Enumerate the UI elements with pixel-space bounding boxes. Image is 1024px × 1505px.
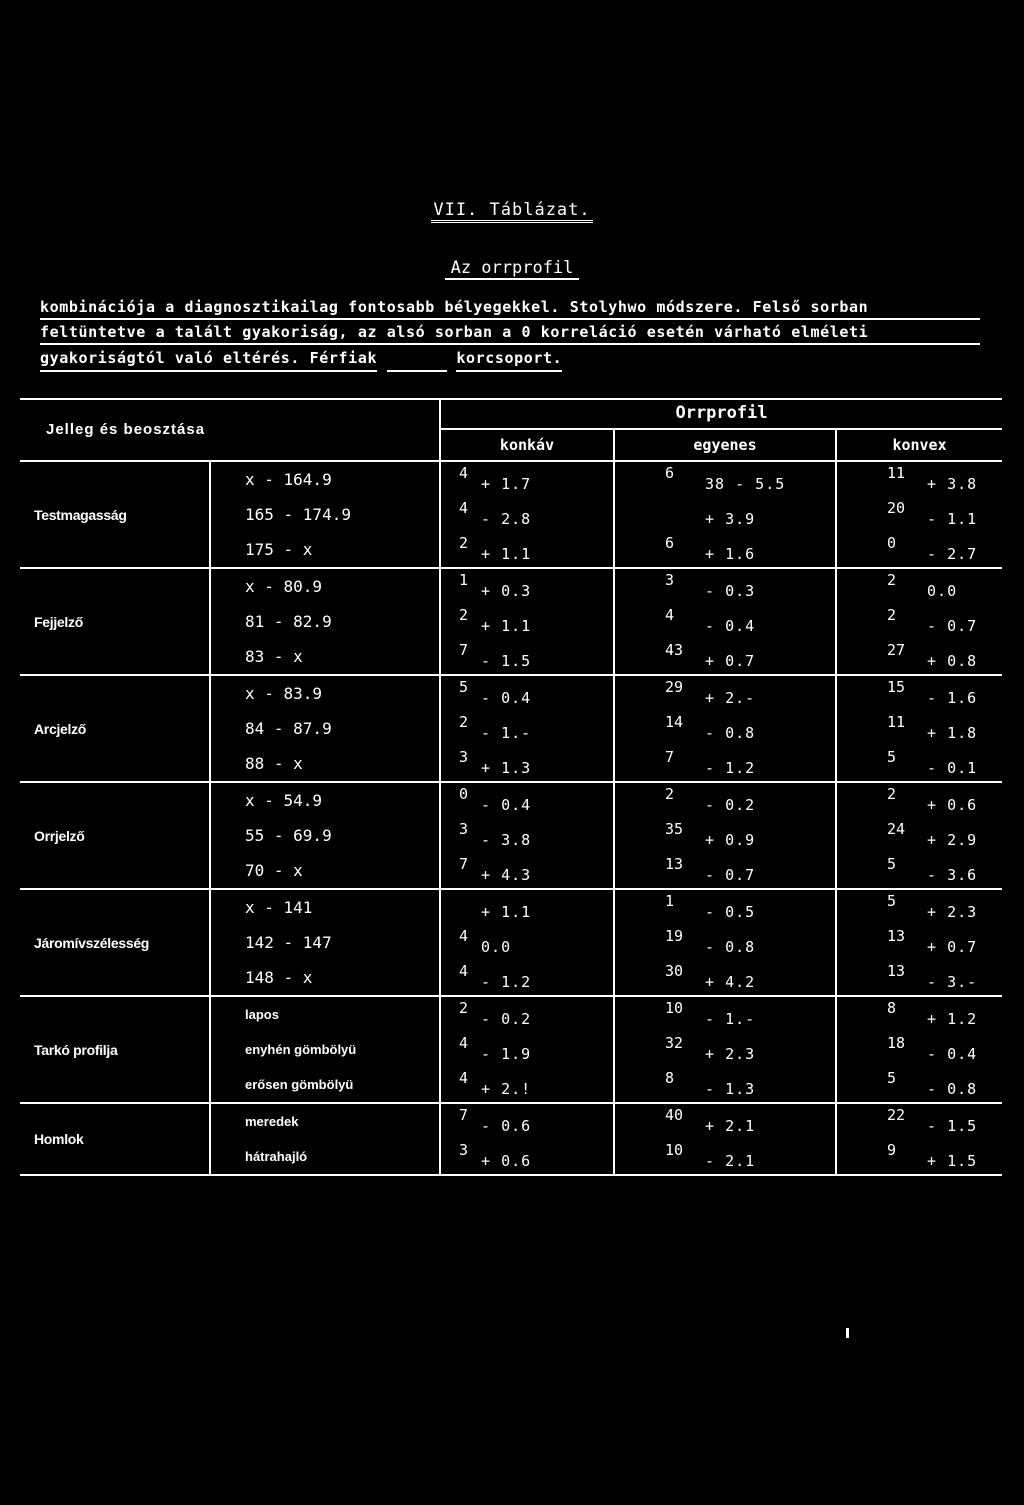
deviation-value: - 1.5 [927, 1117, 978, 1135]
deviation-value: - 0.8 [927, 1080, 978, 1098]
value-cell [836, 1067, 1002, 1103]
value-cell [614, 746, 836, 782]
frequency-value: 5 [887, 1069, 897, 1087]
value-cell [614, 532, 836, 568]
deviation-value: + 4.3 [481, 866, 532, 884]
deviation-value: + 1.1 [481, 903, 532, 921]
frequency-value: 4 [665, 606, 675, 624]
caption-line-3a: gyakoriságtól való eltérés. Férfiak [40, 347, 377, 372]
header-konvex: konvex [836, 429, 1002, 461]
deviation-value: + 0.7 [927, 938, 978, 956]
deviation-value: - 1.9 [481, 1045, 532, 1063]
value-cell [440, 568, 614, 604]
table-row [20, 1103, 1002, 1139]
row-label: 84 - 87.9 [210, 711, 440, 746]
frequency-value: 3 [459, 748, 469, 766]
group-label: Tarkó profilja [20, 996, 210, 1103]
value-cell [440, 889, 614, 925]
value-cell [440, 818, 614, 853]
value-cell [836, 497, 1002, 532]
deviation-value: - 0.4 [481, 689, 532, 707]
deviation-value: - 0.8 [705, 724, 756, 742]
group-label: Arcjelző [20, 675, 210, 782]
header-jelleg: Jelleg és beosztása [20, 398, 440, 461]
frequency-value: 2 [887, 571, 897, 589]
group-label: Járomívszélesség [20, 889, 210, 996]
value-cell [836, 1032, 1002, 1067]
value-cell [440, 1139, 614, 1175]
value-cell [614, 1103, 836, 1139]
frequency-value: 0 [459, 785, 469, 803]
value-cell [440, 461, 614, 497]
group-label: Fejjelző [20, 568, 210, 675]
value-cell [614, 1067, 836, 1103]
value-cell [836, 675, 1002, 711]
value-cell [614, 497, 836, 532]
row-label: erősen gömbölyü [210, 1067, 440, 1103]
header-egyenes: egyenes [614, 429, 836, 461]
deviation-value: + 2.1 [705, 1117, 756, 1135]
value-cell [836, 782, 1002, 818]
table-row [20, 996, 1002, 1032]
row-label: x - 141 [210, 889, 440, 925]
frequency-value: 13 [887, 962, 906, 980]
table-row [20, 889, 1002, 925]
deviation-value: - 2.7 [927, 545, 978, 563]
frequency-value: 13 [665, 855, 684, 873]
value-cell [836, 818, 1002, 853]
frequency-value: 5 [887, 855, 897, 873]
value-cell [614, 639, 836, 675]
row-label: x - 54.9 [210, 782, 440, 818]
frequency-value: 29 [665, 678, 684, 696]
value-cell [440, 1032, 614, 1067]
deviation-value: + 0.9 [705, 831, 756, 849]
deviation-value: - 1.3 [705, 1080, 756, 1098]
frequency-value: 4 [459, 962, 469, 980]
deviation-value: + 0.6 [481, 1152, 532, 1170]
value-cell [836, 532, 1002, 568]
row-label: x - 83.9 [210, 675, 440, 711]
deviation-value: - 0.7 [705, 866, 756, 884]
frequency-value: 7 [459, 641, 469, 659]
frequency-value: 7 [459, 1106, 469, 1124]
value-cell [440, 746, 614, 782]
value-cell [614, 461, 836, 497]
deviation-value: + 1.7 [481, 475, 532, 493]
frequency-value: 2 [459, 606, 469, 624]
deviation-value: - 3.8 [481, 831, 532, 849]
group-label: Orrjelző [20, 782, 210, 889]
frequency-value: 8 [665, 1069, 675, 1087]
value-cell [614, 782, 836, 818]
deviation-value: - 2.8 [481, 510, 532, 528]
row-label: meredek [210, 1103, 440, 1139]
value-cell [440, 1103, 614, 1139]
value-cell [836, 960, 1002, 996]
frequency-value: 9 [887, 1141, 897, 1159]
deviation-value: - 1.- [481, 724, 532, 742]
frequency-value: 18 [887, 1034, 906, 1052]
deviation-value: + 1.3 [481, 759, 532, 777]
frequency-value: 7 [459, 855, 469, 873]
value-cell [440, 532, 614, 568]
deviation-value: - 0.2 [481, 1010, 532, 1028]
value-cell [440, 675, 614, 711]
frequency-value: 3 [459, 820, 469, 838]
deviation-value: - 3.6 [927, 866, 978, 884]
header-orrprofil: Orrprofil [440, 398, 1002, 429]
frequency-value: 24 [887, 820, 906, 838]
value-cell [614, 996, 836, 1032]
deviation-value: + 3.9 [705, 510, 756, 528]
value-cell [614, 711, 836, 746]
value-cell [440, 960, 614, 996]
deviation-value: 0.0 [481, 938, 512, 956]
group-label: Homlok [20, 1103, 210, 1175]
deviation-value: + 2.3 [705, 1045, 756, 1063]
data-table [20, 398, 1002, 1176]
deviation-value: - 1.2 [705, 759, 756, 777]
frequency-value: 6 [665, 534, 675, 552]
frequency-value: 2 [459, 534, 469, 552]
frequency-value: 22 [887, 1106, 906, 1124]
frequency-value: 27 [887, 641, 906, 659]
deviation-value: - 0.1 [927, 759, 978, 777]
value-cell [836, 639, 1002, 675]
frequency-value: 10 [665, 999, 684, 1017]
value-cell [614, 604, 836, 639]
frequency-value: 5 [459, 678, 469, 696]
deviation-value: 0.0 [927, 582, 958, 600]
row-label: 70 - x [210, 853, 440, 889]
value-cell [836, 1103, 1002, 1139]
value-cell [836, 746, 1002, 782]
frequency-value: 3 [459, 1141, 469, 1159]
value-cell [614, 675, 836, 711]
value-cell [440, 782, 614, 818]
frequency-value: 20 [887, 499, 906, 517]
row-label: hátrahajló [210, 1139, 440, 1175]
row-label: enyhén gömbölyü [210, 1032, 440, 1067]
value-cell [614, 853, 836, 889]
deviation-value: - 0.4 [481, 796, 532, 814]
frequency-value: 43 [665, 641, 684, 659]
deviation-value: - 0.3 [705, 582, 756, 600]
deviation-value: + 4.2 [705, 973, 756, 991]
frequency-value: 7 [665, 748, 675, 766]
frequency-value: 2 [665, 785, 675, 803]
deviation-value: - 3.- [927, 973, 978, 991]
deviation-value: - 1.- [705, 1010, 756, 1028]
deviation-value: + 2.3 [927, 903, 978, 921]
row-label: 55 - 69.9 [210, 818, 440, 853]
header-konkav: konkáv [440, 429, 614, 461]
value-cell [440, 853, 614, 889]
group-label: Testmagasság [20, 461, 210, 568]
value-cell [440, 639, 614, 675]
caption-line-3b: korcsoport. [456, 347, 562, 372]
value-cell [440, 925, 614, 960]
deviation-value: + 0.3 [481, 582, 532, 600]
value-cell [614, 925, 836, 960]
deviation-value: + 2.! [481, 1080, 532, 1098]
row-label: lapos [210, 996, 440, 1032]
frequency-value: 10 [665, 1141, 684, 1159]
value-cell [440, 604, 614, 639]
frequency-value: 0 [887, 534, 897, 552]
row-label: 175 - x [210, 532, 440, 568]
frequency-value: 1 [459, 571, 469, 589]
frequency-value: 4 [459, 464, 469, 482]
frequency-value: 2 [459, 713, 469, 731]
value-cell [836, 996, 1002, 1032]
row-label: 83 - x [210, 639, 440, 675]
value-cell [836, 853, 1002, 889]
deviation-value: + 3.8 [927, 475, 978, 493]
row-label: 142 - 147 [210, 925, 440, 960]
table-row [20, 461, 1002, 497]
value-cell [614, 960, 836, 996]
deviation-value: + 0.7 [705, 652, 756, 670]
deviation-value: + 1.8 [927, 724, 978, 742]
frequency-value: 2 [887, 606, 897, 624]
frequency-value: 8 [887, 999, 897, 1017]
frequency-value: 1 [665, 892, 675, 910]
frequency-value: 13 [887, 927, 906, 945]
deviation-value: + 1.5 [927, 1152, 978, 1170]
deviation-value: + 0.6 [927, 796, 978, 814]
value-cell [614, 889, 836, 925]
deviation-value: + 0.8 [927, 652, 978, 670]
value-cell [440, 1067, 614, 1103]
deviation-value: - 0.2 [705, 796, 756, 814]
row-label: 148 - x [210, 960, 440, 996]
frequency-value: 4 [459, 1069, 469, 1087]
caption-line-1: kombinációja a diagnosztikailag fontosabb bélyegekkel. Stolyhwo módszere. Felső sorban [40, 297, 980, 320]
value-cell [836, 925, 1002, 960]
caption-blank [387, 347, 447, 372]
row-label: x - 164.9 [210, 461, 440, 497]
frequency-value: 15 [887, 678, 906, 696]
frequency-value: 30 [665, 962, 684, 980]
stray-mark [846, 1328, 849, 1338]
value-cell [836, 568, 1002, 604]
deviation-value: - 0.4 [705, 617, 756, 635]
frequency-value: 40 [665, 1106, 684, 1124]
value-cell [614, 568, 836, 604]
frequency-value: 11 [887, 713, 906, 731]
deviation-value: 38 - 5.5 [705, 475, 786, 493]
frequency-value: 19 [665, 927, 684, 945]
value-cell [836, 1139, 1002, 1175]
table-title: VII. Táblázat. [0, 200, 1024, 220]
value-cell [440, 497, 614, 532]
value-cell [440, 711, 614, 746]
frequency-value: 4 [459, 1034, 469, 1052]
deviation-value: + 2.- [705, 689, 756, 707]
deviation-value: - 1.2 [481, 973, 532, 991]
table-row [20, 782, 1002, 818]
row-label: 88 - x [210, 746, 440, 782]
table-row [20, 675, 1002, 711]
value-cell [614, 818, 836, 853]
frequency-value: 11 [887, 464, 906, 482]
frequency-value: 14 [665, 713, 684, 731]
value-cell [836, 461, 1002, 497]
frequency-value: 4 [459, 499, 469, 517]
frequency-value: 35 [665, 820, 684, 838]
frequency-value: 5 [887, 748, 897, 766]
frequency-value: 6 [665, 464, 675, 482]
frequency-value: 2 [887, 785, 897, 803]
deviation-value: - 1.1 [927, 510, 978, 528]
deviation-value: - 0.7 [927, 617, 978, 635]
deviation-value: - 1.6 [927, 689, 978, 707]
frequency-value: 2 [459, 999, 469, 1017]
value-cell [836, 889, 1002, 925]
table-row [20, 568, 1002, 604]
frequency-value: 4 [459, 927, 469, 945]
deviation-value: - 0.5 [705, 903, 756, 921]
value-cell [836, 711, 1002, 746]
frequency-value: 3 [665, 571, 675, 589]
caption-line-2: feltüntetve a talált gyakoriság, az alsó sorban a 0 korreláció esetén várható elméleti [40, 322, 980, 345]
value-cell [614, 1032, 836, 1067]
deviation-value: + 1.1 [481, 617, 532, 635]
frequency-value: 5 [887, 892, 897, 910]
deviation-value: - 2.1 [705, 1152, 756, 1170]
deviation-value: - 1.5 [481, 652, 532, 670]
table-caption [40, 297, 980, 372]
row-label: x - 80.9 [210, 568, 440, 604]
row-label: 81 - 82.9 [210, 604, 440, 639]
deviation-value: - 0.6 [481, 1117, 532, 1135]
value-cell [836, 604, 1002, 639]
deviation-value: - 0.4 [927, 1045, 978, 1063]
row-label: 165 - 174.9 [210, 497, 440, 532]
deviation-value: - 0.8 [705, 938, 756, 956]
value-cell [614, 1139, 836, 1175]
deviation-value: + 1.2 [927, 1010, 978, 1028]
deviation-value: + 2.9 [927, 831, 978, 849]
deviation-value: + 1.6 [705, 545, 756, 563]
value-cell [440, 996, 614, 1032]
deviation-value: + 1.1 [481, 545, 532, 563]
frequency-value: 32 [665, 1034, 684, 1052]
table-subtitle: Az orrprofil [0, 258, 1024, 278]
